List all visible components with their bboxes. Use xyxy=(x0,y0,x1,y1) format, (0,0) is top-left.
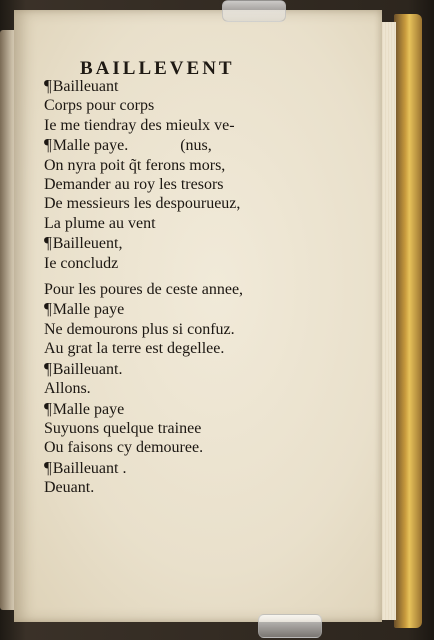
text-line: ¶Malle paye xyxy=(44,398,125,418)
text-line: ¶Malle paye xyxy=(44,299,125,319)
text-line: Deuant. xyxy=(44,479,95,497)
text-line: Allons. xyxy=(44,380,91,398)
text-line: Demander au roy les tresors xyxy=(44,176,224,194)
pilcrow-icon: ¶ xyxy=(44,299,52,319)
page-clip-top xyxy=(222,0,286,22)
pilcrow-icon: ¶ xyxy=(44,76,52,95)
pilcrow-icon: ¶ xyxy=(44,135,52,155)
text-line: ¶Bailleuent, xyxy=(44,233,123,253)
text-line: Ie me tiendray des mieulx ve- xyxy=(44,116,235,134)
pilcrow-icon: ¶ xyxy=(44,358,52,378)
text-line: Pour les poures de ceste annee, xyxy=(44,281,244,299)
verse-text xyxy=(44,76,344,498)
pilcrow-icon: ¶ xyxy=(44,398,52,418)
text-line: Suyuons quelque trainee xyxy=(44,419,202,437)
pilcrow-icon: ¶ xyxy=(44,457,52,477)
text-line: ¶Bailleuant . xyxy=(44,457,127,477)
text-line: Ou faisons cy demouree. xyxy=(44,439,204,457)
text-line: On nyra poit q̃t ferons mors, xyxy=(44,156,226,174)
pilcrow-icon: ¶ xyxy=(44,233,52,253)
text-line: ¶Bailleuant xyxy=(44,76,119,95)
text-line: Au grat la terre est degellee. xyxy=(44,340,225,358)
gilt-cover-edge xyxy=(394,14,422,628)
book-page xyxy=(14,10,382,622)
text-line: ¶Bailleuant. xyxy=(44,358,123,378)
text-line: Ie concludz xyxy=(44,254,119,272)
page-clip-bottom xyxy=(258,614,322,638)
text-line: De messieurs les despourueuz, xyxy=(44,195,241,213)
text-line: Ne demourons plus si confuz. xyxy=(44,320,235,338)
text-line: ¶Malle paye. (nus, xyxy=(44,135,212,155)
text-line: Corps pour corps xyxy=(44,97,155,115)
running-head: BAILLEVENT xyxy=(80,58,235,79)
text-line: La plume au vent xyxy=(44,214,156,232)
